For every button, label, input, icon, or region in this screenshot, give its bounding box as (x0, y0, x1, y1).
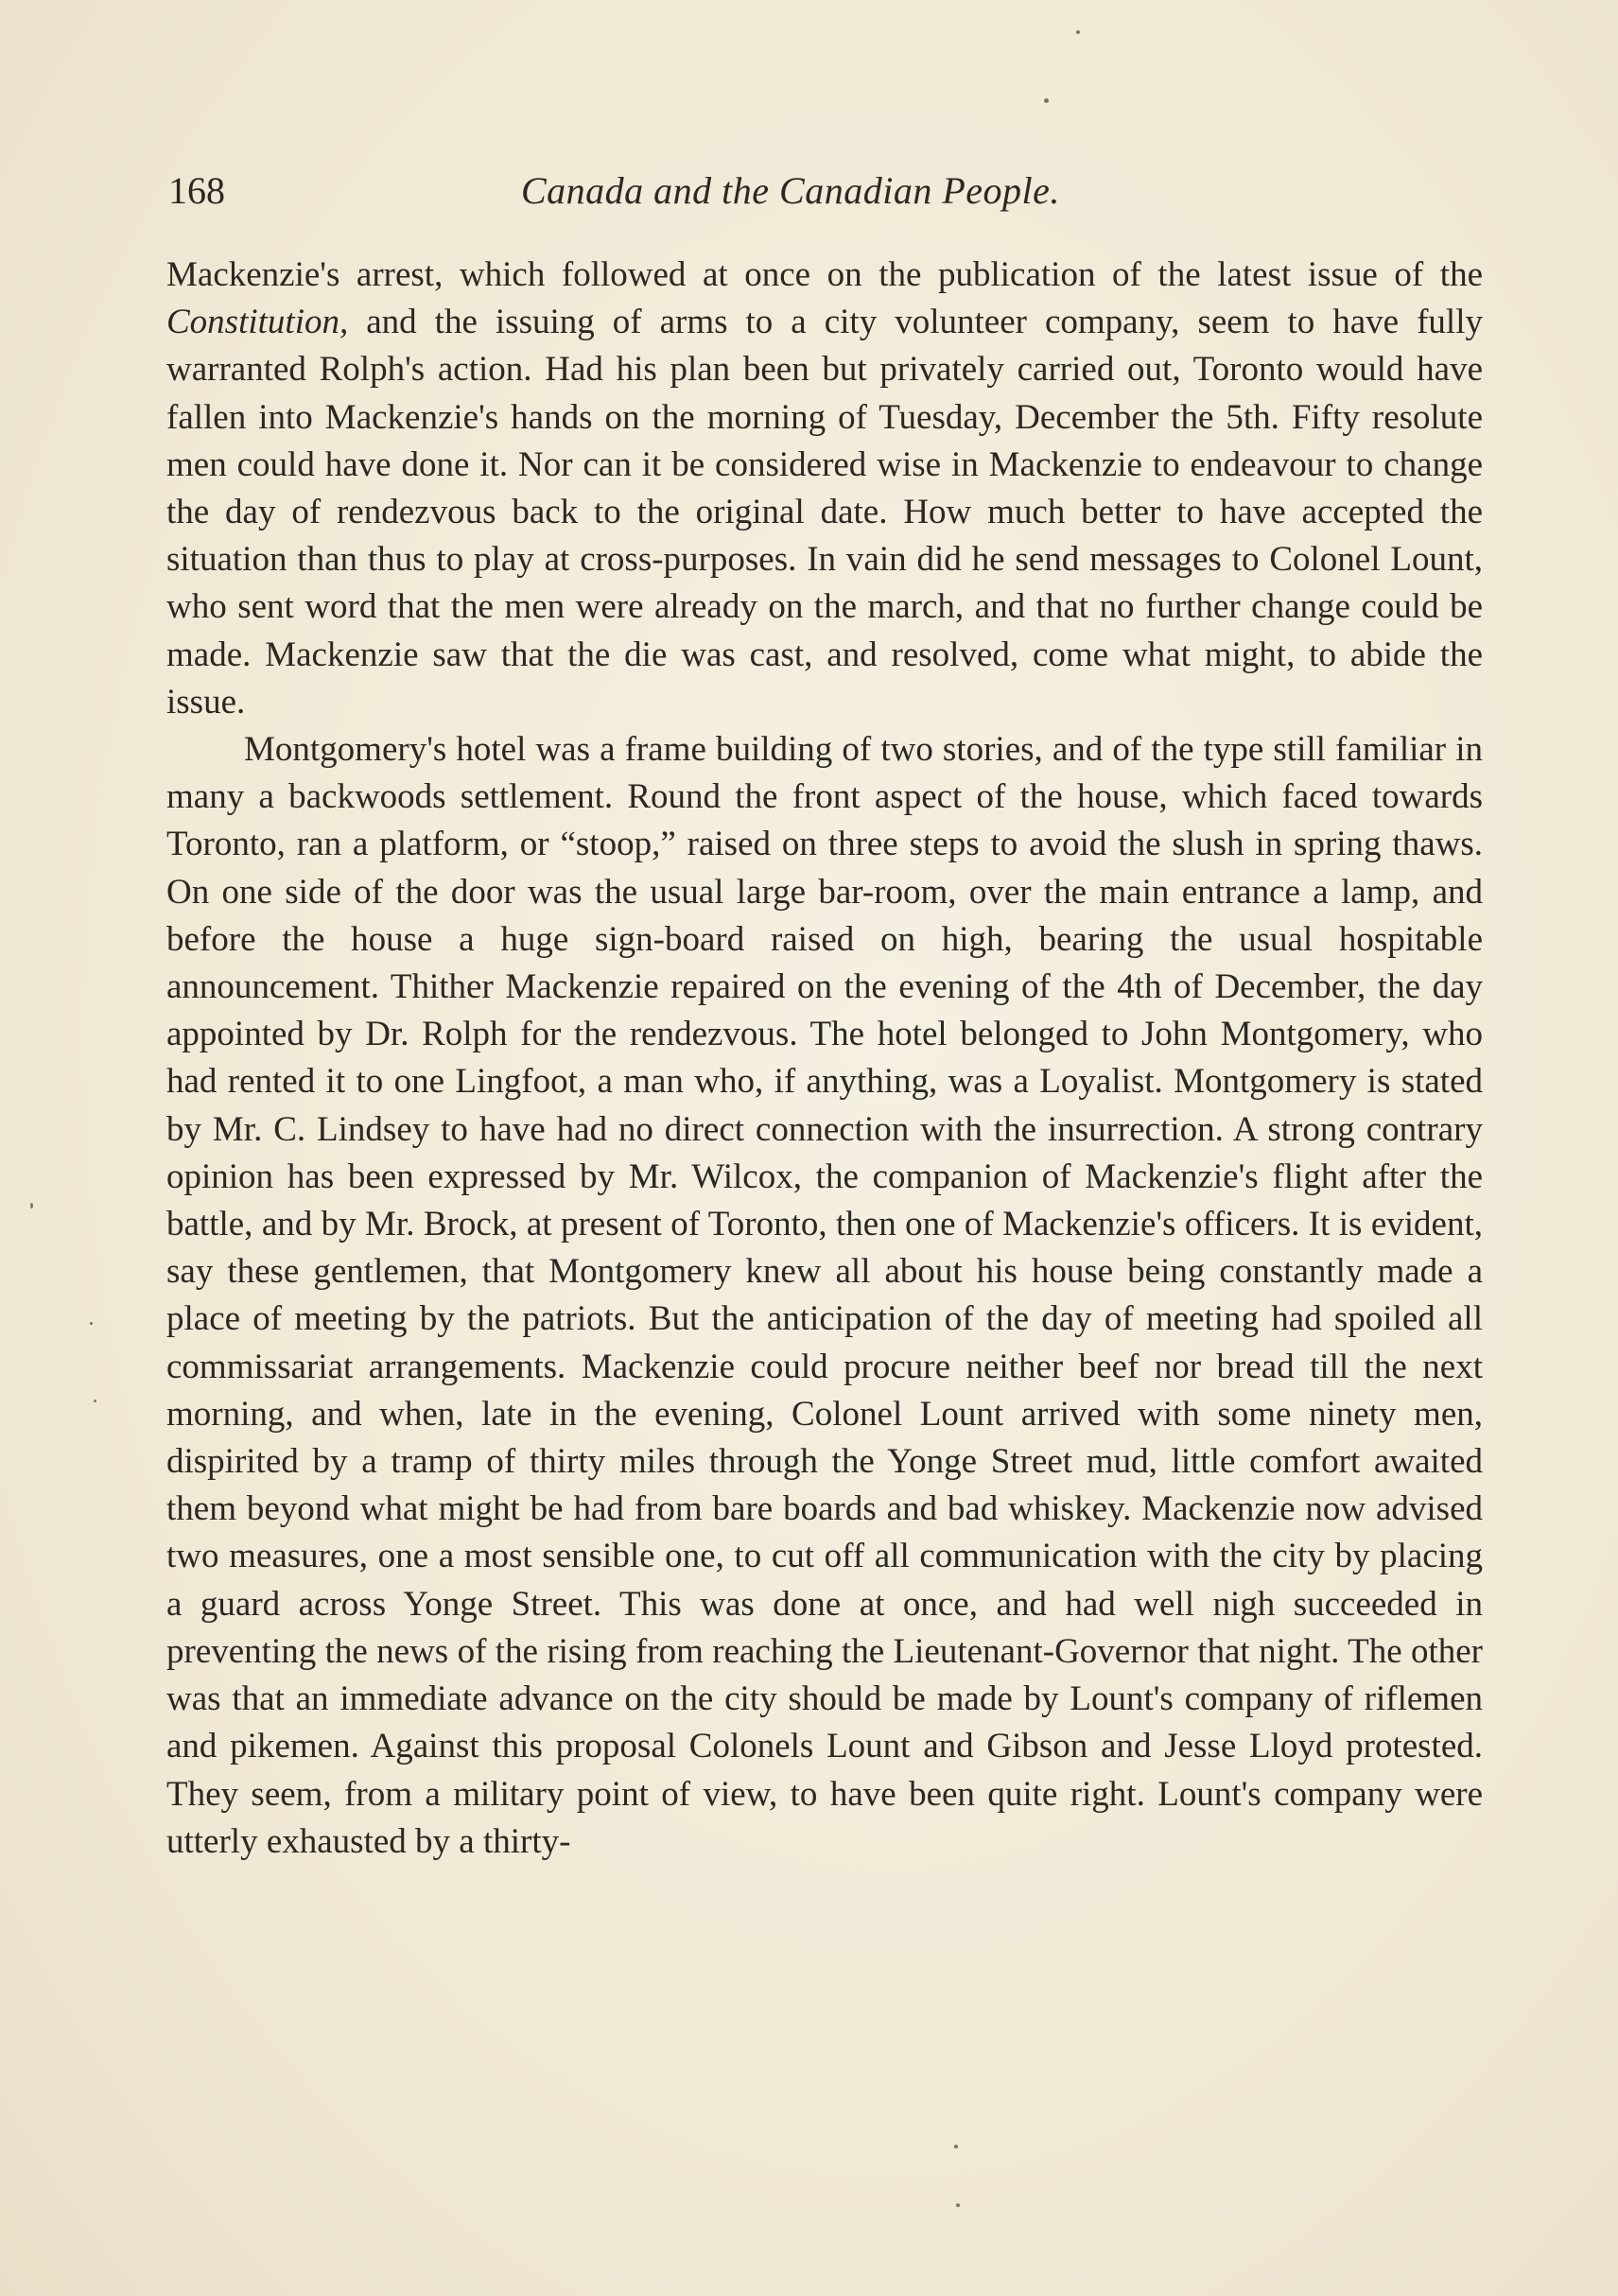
paper-speck (1076, 30, 1080, 34)
paragraph-1-part-b: and the issuing of arms to a city volunteer company, seem to have fully warranted Rolph's action. Had his plan been but privately carried out, Toronto would have fallen into Mackenzie's hands on the morning of Tuesday, December the 5th. Fifty resolute men could have done it. Nor can it be considered wise in Mackenzie to endeavour to change the day of rendezvous back to the original date. How much better to have accepted the situation than thus to play at cross-purposes. In vain did he send messages to Colonel Lount, who sent word that the men were already on the march, and that no further change could be made. Mackenzie saw that the die was cast, and resolved, come what might, to abide the issue. (166, 303, 1483, 722)
paper-speck (90, 1322, 93, 1325)
newspaper-title: Constitution, (166, 303, 349, 342)
paper-speck (1044, 98, 1049, 103)
paper-speck (954, 2145, 958, 2148)
paragraph-2: Montgomery's hotel was a frame building of two stories, and of the type still familiar in many a backwoods settlement. Round the front aspect of the house, which faced towards Toronto, ran a platform, or “stoop,” raised on three steps to avoid the slush in spring thaws. On one side of the door was the usual large bar-room, over the main entrance a lamp, and before the house a huge sign-board raised on high, bearing the usual hospitable announcement. Thither Mackenzie repaired on the evening of the 4th of December, the day appointed by Dr. Rolph for the rendezvous. The hotel belonged to John Montgomery, who had rented it to one Lingfoot, a man who, if anything, was a Loyalist. Montgomery is stated by Mr. C. Lindsey to have had no direct connection with the insurrection. A strong contrary opinion has been expressed by Mr. Wilcox, the companion of Mackenzie's flight after the battle, and by Mr. Brock, at present of Toronto, then one of Mackenzie's officers. It is evident, say these gentlemen, that Montgomery knew all about his house being constantly made a place of meeting by the patriots. But the anticipation of the day of meeting had spoiled all commissariat arrangements. Mackenzie could procure neither beef nor bread till the next morning, and when, late in the evening, Colonel Lount arrived with some ninety men, dispirited by a tramp of thirty miles through the Yonge Street mud, little comfort awaited them beyond what might be had from bare boards and bad whiskey. Mackenzie now advised two measures, one a most sensible one, to cut off all communication with the city by placing a guard across Yonge Street. This was done at once, and had well nigh succeeded in preventing the news of the rising from reaching the Lieutenant-Governor that night. The other was that an immediate advance on the city should be made by Lount's company of riflemen and pikemen. Against this proposal Colonels Lount and Gibson and Jesse Lloyd protested. They seem, from a military point of view, to have been quite right. Lount's company were utterly exhausted by a thirty- (166, 730, 1483, 1861)
paper-speck (30, 1203, 33, 1209)
running-title: Canada and the Canadian People. (521, 169, 1060, 212)
page-number: 168 (168, 169, 225, 212)
paper-speck (94, 1400, 96, 1402)
body-text (166, 252, 1483, 1866)
paragraph-1-part-a: Mackenzie's arrest, which followed at once on the publication of the latest issue of the (166, 255, 1483, 294)
paper-speck (956, 2203, 960, 2207)
paragraph-1 (166, 252, 1483, 726)
page-header (168, 168, 1492, 216)
